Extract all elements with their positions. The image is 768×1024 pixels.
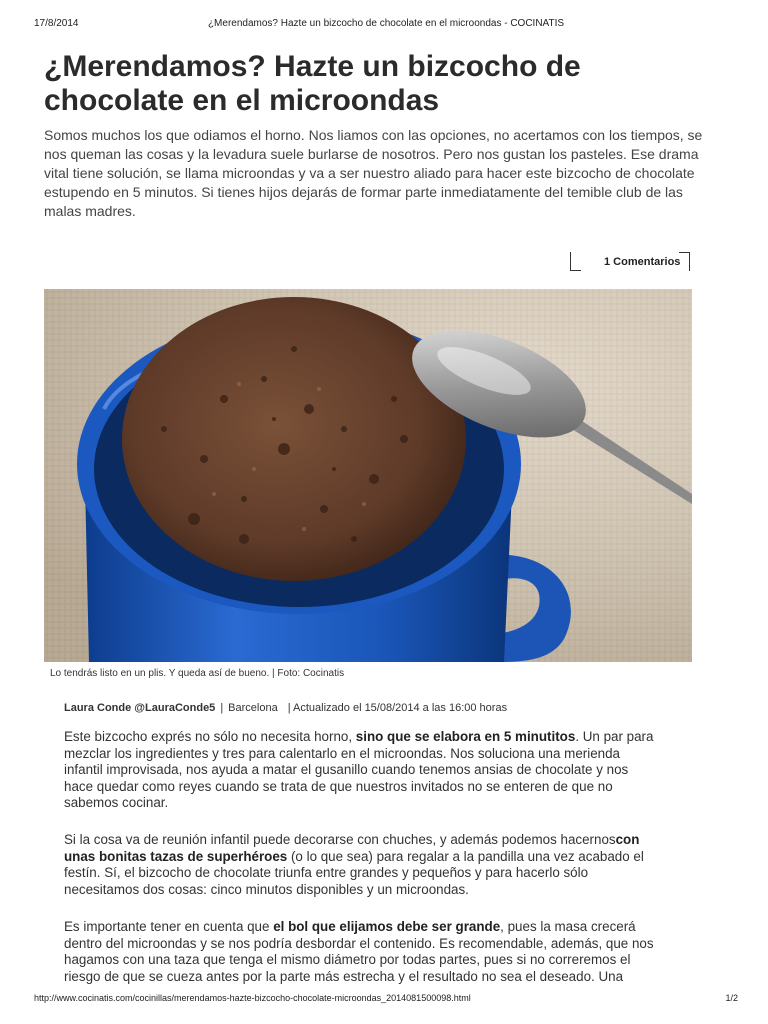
byline	[64, 702, 507, 714]
body-paragraph-1	[64, 729, 656, 812]
p1-text-c: . Un par para mezclar los ingredientes y tres para calentarlo en el microondas. Nos soluciona una merienda infantil improvisada, nos ayuda a matar el gusanillo cuando tenemos ansias de chocolate y nos hace quedar como reyes cuando se trata de que nuestros invitados no se enteren de que no sabemos cocinar.	[64, 729, 654, 810]
p3-text-a: Es importante tener en cuenta que	[64, 919, 274, 934]
article-title: ¿Merendamos? Hazte un bizcocho de chocolate en el microondas	[44, 50, 581, 117]
print-page-title: ¿Merendamos? Hazte un bizcocho de chocolate en el microondas - COCINATIS	[207, 18, 565, 29]
image-caption: Lo tendrás listo en un plis. Y queda así de bueno. | Foto: Cocinatis	[50, 668, 345, 679]
p2-text-c: (o lo que sea) para regalar a la pandilla una vez acabado el festín. Sí, el bizcocho de chocolate triunfa entre grandes y pequeños y para hacerlo sólo necesitamos dos cosas: cinco minutos disponibles y un microondas.	[64, 848, 644, 897]
print-header	[34, 18, 738, 32]
body-paragraph-3	[64, 919, 656, 985]
print-footer	[34, 993, 738, 1007]
p2-text-a: Si la cosa va de reunión infantil puede decorarse con chuches, y además podemos hacernos	[64, 832, 616, 847]
p2-bold: con unas bonitas tazas de superhéroes	[64, 832, 640, 864]
body-paragraph-2	[64, 832, 656, 898]
byline-separator: |	[220, 702, 224, 714]
byline-location: Barcelona	[228, 702, 278, 714]
comments-count: 1 Comentarios	[604, 256, 681, 268]
p1-text-a: Este bizcocho exprés no sólo no necesita horno,	[64, 729, 356, 744]
author-link[interactable]: Laura Conde @LauraConde5	[64, 702, 216, 714]
bracket-left-icon	[570, 252, 581, 271]
p3-bold: el bol que elijamos debe ser grande	[273, 919, 501, 934]
byline-updated: | Actualizado el 15/08/2014 a las 16:00 horas	[287, 702, 508, 714]
cake-top	[122, 297, 466, 581]
p1-bold: sino que se elabora en 5 minutitos	[355, 729, 576, 744]
article-photo	[44, 289, 692, 662]
bracket-right-icon	[679, 252, 690, 271]
print-date: 17/8/2014	[34, 18, 79, 29]
article-lead: Somos muchos los que odiamos el horno. Nos liamos con las opciones, no acertamos con los tiempos, se nos queman las cosas y la levadura suele burlarse de nosotros. Pero nos gustan los pasteles. Ese drama vital tiene solución, se llama microondas y va a ser nuestro aliado para hacer este bizcocho de chocolate estupendo en 5 minutos. Si tienes hijos dejarás de formar parte inmediatamente del temible club de las malas madres.	[44, 127, 703, 219]
comments-link[interactable]	[570, 252, 690, 272]
page-number: 1/2	[725, 993, 738, 1003]
p3-text-c: , pues la masa crecerá dentro del microondas y se nos podría desbordar el contenido. Es recomendable, además, que nos hagamos con una taza que tenga el mismo diámetro por todas partes, pues si no correremos el riesgo de que se cueza antes por la parte más estrecha y el resultado no sea el deseado. Una	[64, 919, 654, 984]
page-url: http://www.cocinatis.com/cocinillas/merendamos-hazte-bizcocho-chocolate-microondas_2014081500098.html	[34, 993, 471, 1003]
